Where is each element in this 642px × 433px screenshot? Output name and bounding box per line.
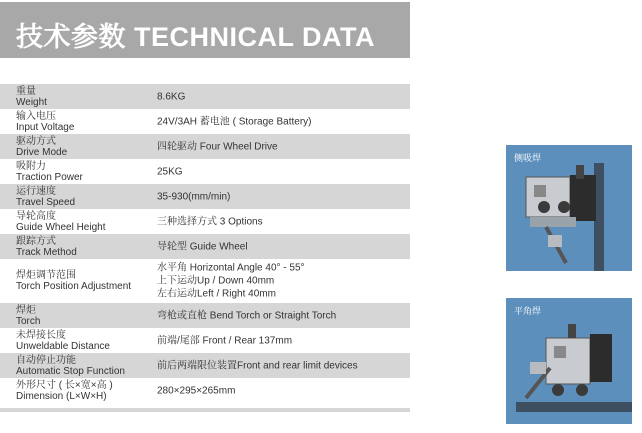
spec-label-cn: 输入电压 (16, 110, 56, 122)
spec-label-cn: 驱动方式 (16, 135, 56, 147)
spec-label (16, 236, 77, 258)
spec-label (16, 161, 83, 183)
spec-value-line: 8.6KG (157, 91, 186, 102)
spec-value-line: 280×295×265mm (157, 385, 236, 396)
spec-value-line: 25KG (157, 166, 183, 177)
spec-row (0, 378, 410, 403)
spec-label (16, 305, 40, 327)
spec-label-en: Unweldable Distance (16, 340, 110, 352)
spec-value-line: 导轮型 Guide Wheel (157, 241, 248, 252)
spec-value (157, 334, 292, 347)
spec-value (157, 190, 230, 203)
spec-label (16, 380, 113, 402)
spec-value-line: 水平角 Horizontal Angle 40° - 55° (157, 262, 305, 274)
spec-row (0, 134, 410, 159)
spec-label-en: Travel Speed (16, 196, 76, 208)
photo-side-suction-welding (506, 145, 632, 271)
header-banner (0, 2, 410, 58)
spec-row (0, 234, 410, 259)
spec-value-line: 上下运动Up / Down 40mm (157, 275, 275, 287)
photo-fillet-welding (506, 298, 632, 424)
spec-label-en: Drive Mode (16, 146, 68, 158)
spec-label-en: Automatic Stop Function (16, 365, 125, 377)
spec-label-cn: 吸附力 (16, 160, 46, 172)
spec-label-cn: 外形尺寸 ( 长×宽×高 ) (16, 379, 113, 391)
spec-label-en: Dimension (L×W×H) (16, 390, 107, 402)
spec-label-cn: 运行速度 (16, 185, 56, 197)
table-bottom-divider (0, 408, 410, 412)
spec-row (0, 259, 410, 303)
spec-label-en: Traction Power (16, 171, 83, 183)
spec-value-line: 三种选择方式 3 Options (157, 216, 263, 227)
spec-label-en: Guide Wheel Height (16, 221, 106, 233)
spec-label (16, 355, 125, 377)
spec-label (16, 186, 75, 208)
spec-table (0, 84, 410, 403)
photo-label: 平角焊 (514, 306, 542, 316)
spec-value (157, 262, 305, 301)
spec-label (16, 111, 74, 133)
page-title: 技术参数 TECHNICAL DATA (16, 22, 375, 52)
spec-value (157, 115, 312, 128)
spec-label-cn: 自动停止功能 (16, 354, 76, 366)
spec-value (157, 359, 358, 372)
spec-label-en: Weight (16, 96, 47, 108)
spec-value (157, 215, 263, 228)
spec-label (16, 136, 67, 158)
spec-row (0, 328, 410, 353)
spec-value-line: 弯枪或直枪 Bend Torch or Straight Torch (157, 310, 337, 321)
spec-value-line: 前端/尾部 Front / Rear 137mm (157, 335, 293, 346)
spec-label (16, 330, 110, 352)
spec-value (157, 309, 336, 322)
spec-label-en: Torch Position Adjustment (16, 281, 132, 292)
spec-value-line: 四轮驱动 Four Wheel Drive (157, 141, 278, 152)
spec-value (157, 384, 235, 397)
spec-row (0, 109, 410, 134)
spec-value-line: 前后两端限位装置Front and rear limit devices (157, 360, 358, 371)
spec-label (16, 270, 131, 292)
spec-label-en: Input Voltage (16, 121, 75, 133)
spec-label-cn: 导轮高度 (16, 210, 56, 222)
spec-row (0, 303, 410, 328)
spec-label (16, 86, 47, 108)
spec-value (157, 90, 185, 103)
spec-value-line: 35-930(mm/min) (157, 191, 231, 202)
spec-label-cn: 焊炬调节范围 (16, 270, 76, 281)
spec-row (0, 84, 410, 109)
spec-label-cn: 未焊接长度 (16, 329, 66, 341)
spec-row (0, 184, 410, 209)
spec-label-cn: 跟踪方式 (16, 235, 56, 247)
spec-row (0, 209, 410, 234)
spec-label-en: Torch (16, 315, 41, 327)
photo-label: 侧吸焊 (514, 153, 542, 163)
spec-label-cn: 焊炬 (16, 304, 36, 316)
spec-value-line: 24V/3AH 蓄电池 ( Storage Battery) (157, 116, 312, 127)
spec-row (0, 159, 410, 184)
spec-value-line: 左右运动Left / Right 40mm (157, 288, 276, 300)
spec-label-cn: 重量 (16, 85, 36, 97)
spec-label (16, 211, 106, 233)
spec-value (157, 240, 248, 253)
spec-row (0, 353, 410, 378)
spec-value (157, 140, 278, 153)
spec-label-en: Track Method (16, 246, 77, 258)
spec-value (157, 165, 183, 178)
